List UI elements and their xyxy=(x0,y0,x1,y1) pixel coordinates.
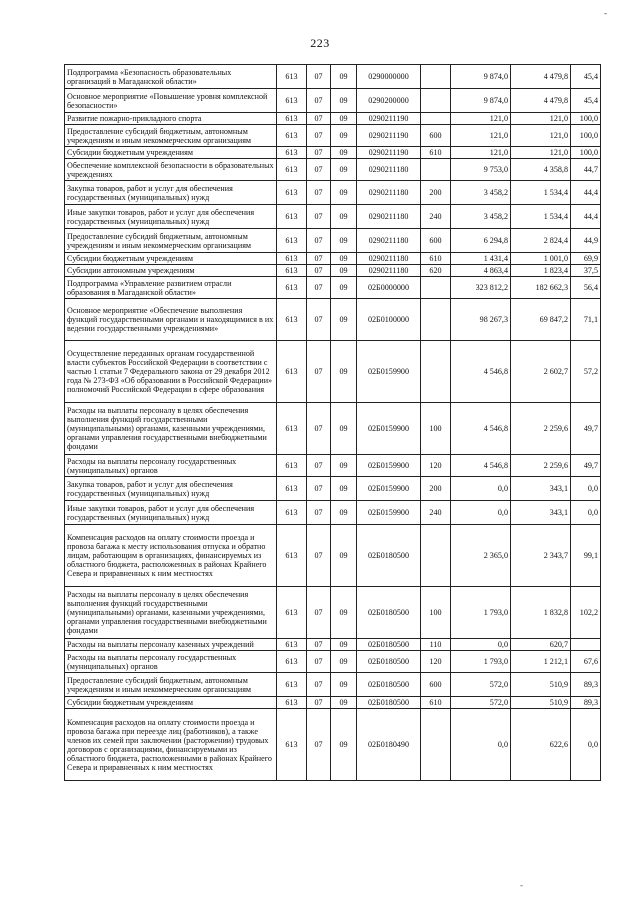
grbs-code-cell: 613 xyxy=(277,159,307,181)
subsection-code-cell: 09 xyxy=(331,299,357,341)
row-name-cell: Расходы на выплаты персоналу государственных (муниципальных) органов xyxy=(65,455,277,477)
planned-amount-cell: 2 365,0 xyxy=(451,525,511,587)
actual-amount-cell: 4 479,8 xyxy=(511,65,571,89)
table-row xyxy=(65,229,601,253)
actual-amount-cell: 1 534,4 xyxy=(511,181,571,205)
target-article-code-cell: 0290211180 xyxy=(357,265,421,277)
grbs-code-cell: 613 xyxy=(277,265,307,277)
grbs-code-cell: 613 xyxy=(277,455,307,477)
section-code-cell: 07 xyxy=(307,65,331,89)
grbs-code-cell: 613 xyxy=(277,65,307,89)
grbs-code-cell: 613 xyxy=(277,277,307,299)
section-code-cell: 07 xyxy=(307,147,331,159)
expense-type-code-cell xyxy=(421,277,451,299)
actual-amount-cell: 1 534,4 xyxy=(511,205,571,229)
target-article-code-cell: 02Б0159900 xyxy=(357,341,421,403)
grbs-code-cell: 613 xyxy=(277,709,307,781)
subsection-code-cell: 09 xyxy=(331,229,357,253)
subsection-code-cell: 09 xyxy=(331,587,357,639)
planned-amount-cell: 0,0 xyxy=(451,639,511,651)
expense-type-code-cell: 120 xyxy=(421,651,451,673)
table-row xyxy=(65,587,601,639)
section-code-cell: 07 xyxy=(307,697,331,709)
expense-type-code-cell xyxy=(421,65,451,89)
grbs-code-cell: 613 xyxy=(277,587,307,639)
grbs-code-cell: 613 xyxy=(277,477,307,501)
section-code-cell: 07 xyxy=(307,455,331,477)
expense-type-code-cell xyxy=(421,89,451,113)
section-code-cell: 07 xyxy=(307,205,331,229)
actual-amount-cell: 121,0 xyxy=(511,113,571,125)
corner-mark: - xyxy=(604,8,607,18)
execution-percent-cell: 44,4 xyxy=(571,205,601,229)
expense-type-code-cell: 620 xyxy=(421,265,451,277)
planned-amount-cell: 121,0 xyxy=(451,113,511,125)
row-name-cell: Подпрограмма «Безопасность образовательных организаций в Магаданской области» xyxy=(65,65,277,89)
planned-amount-cell: 6 294,8 xyxy=(451,229,511,253)
actual-amount-cell: 4 479,8 xyxy=(511,89,571,113)
grbs-code-cell: 613 xyxy=(277,639,307,651)
execution-percent-cell: 45,4 xyxy=(571,89,601,113)
planned-amount-cell: 9 874,0 xyxy=(451,65,511,89)
target-article-code-cell: 0290211190 xyxy=(357,147,421,159)
execution-percent-cell: 37,5 xyxy=(571,265,601,277)
grbs-code-cell: 613 xyxy=(277,125,307,147)
grbs-code-cell: 613 xyxy=(277,113,307,125)
table-row xyxy=(65,125,601,147)
planned-amount-cell: 4 546,8 xyxy=(451,403,511,455)
row-name-cell: Субсидии бюджетным учреждениям xyxy=(65,253,277,265)
planned-amount-cell: 572,0 xyxy=(451,697,511,709)
target-article-code-cell: 0290211180 xyxy=(357,159,421,181)
actual-amount-cell: 2 343,7 xyxy=(511,525,571,587)
grbs-code-cell: 613 xyxy=(277,341,307,403)
section-code-cell: 07 xyxy=(307,277,331,299)
execution-percent-cell: 100,0 xyxy=(571,125,601,147)
execution-percent-cell: 49,7 xyxy=(571,455,601,477)
table-row xyxy=(65,697,601,709)
table-row xyxy=(65,455,601,477)
execution-percent-cell: 100,0 xyxy=(571,113,601,125)
subsection-code-cell: 09 xyxy=(331,525,357,587)
target-article-code-cell: 02Б0159900 xyxy=(357,403,421,455)
row-name-cell: Субсидии бюджетным учреждениям xyxy=(65,697,277,709)
target-article-code-cell: 02Б0159900 xyxy=(357,501,421,525)
actual-amount-cell: 121,0 xyxy=(511,125,571,147)
planned-amount-cell: 121,0 xyxy=(451,147,511,159)
subsection-code-cell: 09 xyxy=(331,673,357,697)
target-article-code-cell: 0290211180 xyxy=(357,181,421,205)
table-row xyxy=(65,205,601,229)
actual-amount-cell: 510,9 xyxy=(511,697,571,709)
planned-amount-cell: 4 863,4 xyxy=(451,265,511,277)
row-name-cell: Предоставление субсидий бюджетным, автономным учреждениям и иным некоммерческим организациям xyxy=(65,125,277,147)
section-code-cell: 07 xyxy=(307,113,331,125)
row-name-cell: Расходы на выплаты персоналу государственных (муниципальных) органов xyxy=(65,651,277,673)
target-article-code-cell: 0290211190 xyxy=(357,113,421,125)
table-row xyxy=(65,673,601,697)
planned-amount-cell: 0,0 xyxy=(451,709,511,781)
row-name-cell: Расходы на выплаты персоналу в целях обеспечения выполнения функций государственными (муниципальными) органами, казенными учреждениями, органами управления государственными внебюджетными фондами xyxy=(65,587,277,639)
execution-percent-cell: 99,1 xyxy=(571,525,601,587)
section-code-cell: 07 xyxy=(307,673,331,697)
table-row xyxy=(65,639,601,651)
execution-percent-cell: 100,0 xyxy=(571,147,601,159)
actual-amount-cell: 510,9 xyxy=(511,673,571,697)
actual-amount-cell: 343,1 xyxy=(511,477,571,501)
grbs-code-cell: 613 xyxy=(277,697,307,709)
subsection-code-cell: 09 xyxy=(331,403,357,455)
row-name-cell: Иные закупки товаров, работ и услуг для обеспечения государственных (муниципальных) нужд xyxy=(65,501,277,525)
actual-amount-cell: 2 824,4 xyxy=(511,229,571,253)
section-code-cell: 07 xyxy=(307,639,331,651)
section-code-cell: 07 xyxy=(307,299,331,341)
subsection-code-cell: 09 xyxy=(331,697,357,709)
table-row xyxy=(65,341,601,403)
target-article-code-cell: 02Б0180500 xyxy=(357,697,421,709)
table-row xyxy=(65,403,601,455)
row-name-cell: Иные закупки товаров, работ и услуг для обеспечения государственных (муниципальных) нужд xyxy=(65,205,277,229)
actual-amount-cell: 2 259,6 xyxy=(511,455,571,477)
subsection-code-cell: 09 xyxy=(331,651,357,673)
target-article-code-cell: 0290211180 xyxy=(357,205,421,229)
subsection-code-cell: 09 xyxy=(331,455,357,477)
expense-type-code-cell: 610 xyxy=(421,697,451,709)
target-article-code-cell: 0290200000 xyxy=(357,89,421,113)
row-name-cell: Закупка товаров, работ и услуг для обеспечения государственных (муниципальных) нужд xyxy=(65,181,277,205)
planned-amount-cell: 1 431,4 xyxy=(451,253,511,265)
section-code-cell: 07 xyxy=(307,125,331,147)
table-row xyxy=(65,89,601,113)
subsection-code-cell: 09 xyxy=(331,253,357,265)
execution-percent-cell: 44,4 xyxy=(571,181,601,205)
planned-amount-cell: 9 753,0 xyxy=(451,159,511,181)
execution-percent-cell: 0,0 xyxy=(571,501,601,525)
expense-type-code-cell xyxy=(421,299,451,341)
grbs-code-cell: 613 xyxy=(277,181,307,205)
target-article-code-cell: 02Б0180490 xyxy=(357,709,421,781)
grbs-code-cell: 613 xyxy=(277,673,307,697)
row-name-cell: Предоставление субсидий бюджетным, автономным учреждениям и иным некоммерческим организациям xyxy=(65,673,277,697)
planned-amount-cell: 1 793,0 xyxy=(451,651,511,673)
section-code-cell: 07 xyxy=(307,89,331,113)
section-code-cell: 07 xyxy=(307,253,331,265)
actual-amount-cell: 4 358,8 xyxy=(511,159,571,181)
grbs-code-cell: 613 xyxy=(277,147,307,159)
row-name-cell: Субсидии автономным учреждениям xyxy=(65,265,277,277)
expense-type-code-cell: 600 xyxy=(421,125,451,147)
actual-amount-cell: 620,7 xyxy=(511,639,571,651)
row-name-cell: Осуществление переданных органам государственной власти субъектов Российской Федерации в соответствии с частью 1 статьи 7 Федерального закона от 29 декабря 2012 года № 273-ФЗ «Об образовании в Российской Федерации» полномочий Российской Федерации в сфере образования xyxy=(65,341,277,403)
section-code-cell: 07 xyxy=(307,709,331,781)
execution-percent-cell: 102,2 xyxy=(571,587,601,639)
row-name-cell: Компенсация расходов на оплату стоимости проезда и провоза багажа к месту использования отпуска и обратно лицам, работающим в организациях, финансируемых из областного бюджета, расположенных в районах Крайнего Севера и приравненных к ним местностях xyxy=(65,525,277,587)
table-row xyxy=(65,501,601,525)
planned-amount-cell: 3 458,2 xyxy=(451,181,511,205)
actual-amount-cell: 121,0 xyxy=(511,147,571,159)
table-row xyxy=(65,277,601,299)
subsection-code-cell: 09 xyxy=(331,709,357,781)
actual-amount-cell: 1 823,4 xyxy=(511,265,571,277)
section-code-cell: 07 xyxy=(307,477,331,501)
row-name-cell: Субсидии бюджетным учреждениям xyxy=(65,147,277,159)
subsection-code-cell: 09 xyxy=(331,501,357,525)
execution-percent-cell: 89,3 xyxy=(571,673,601,697)
table-row xyxy=(65,299,601,341)
row-name-cell: Развитие пожарно-прикладного спорта xyxy=(65,113,277,125)
actual-amount-cell: 69 847,2 xyxy=(511,299,571,341)
grbs-code-cell: 613 xyxy=(277,525,307,587)
target-article-code-cell: 0290211180 xyxy=(357,229,421,253)
expense-type-code-cell xyxy=(421,525,451,587)
table-row xyxy=(65,159,601,181)
target-article-code-cell: 0290211190 xyxy=(357,125,421,147)
subsection-code-cell: 09 xyxy=(331,125,357,147)
execution-percent-cell: 57,2 xyxy=(571,341,601,403)
target-article-code-cell: 02Б0180500 xyxy=(357,587,421,639)
grbs-code-cell: 613 xyxy=(277,89,307,113)
section-code-cell: 07 xyxy=(307,265,331,277)
subsection-code-cell: 09 xyxy=(331,341,357,403)
expense-type-code-cell: 240 xyxy=(421,501,451,525)
expense-type-code-cell xyxy=(421,709,451,781)
expense-type-code-cell: 600 xyxy=(421,673,451,697)
grbs-code-cell: 613 xyxy=(277,253,307,265)
grbs-code-cell: 613 xyxy=(277,205,307,229)
subsection-code-cell: 09 xyxy=(331,147,357,159)
target-article-code-cell: 02Б0159900 xyxy=(357,477,421,501)
expense-type-code-cell: 100 xyxy=(421,403,451,455)
section-code-cell: 07 xyxy=(307,525,331,587)
budget-table xyxy=(64,64,601,781)
execution-percent-cell: 44,7 xyxy=(571,159,601,181)
subsection-code-cell: 09 xyxy=(331,205,357,229)
table-row xyxy=(65,253,601,265)
actual-amount-cell: 622,6 xyxy=(511,709,571,781)
expense-type-code-cell: 200 xyxy=(421,477,451,501)
subsection-code-cell: 09 xyxy=(331,159,357,181)
row-name-cell: Основное мероприятие «Обеспечение выполнения функций государственными органами и находящимися в их ведении государственными учреждениями» xyxy=(65,299,277,341)
execution-percent-cell: 0,0 xyxy=(571,709,601,781)
execution-percent-cell: 49,7 xyxy=(571,403,601,455)
execution-percent-cell: 69,9 xyxy=(571,253,601,265)
grbs-code-cell: 613 xyxy=(277,229,307,253)
table-row xyxy=(65,525,601,587)
subsection-code-cell: 09 xyxy=(331,277,357,299)
expense-type-code-cell: 610 xyxy=(421,147,451,159)
execution-percent-cell: 56,4 xyxy=(571,277,601,299)
planned-amount-cell: 3 458,2 xyxy=(451,205,511,229)
table-row xyxy=(65,147,601,159)
grbs-code-cell: 613 xyxy=(277,299,307,341)
actual-amount-cell: 2 602,7 xyxy=(511,341,571,403)
expense-type-code-cell: 240 xyxy=(421,205,451,229)
section-code-cell: 07 xyxy=(307,229,331,253)
subsection-code-cell: 09 xyxy=(331,113,357,125)
execution-percent-cell: 71,1 xyxy=(571,299,601,341)
table-row xyxy=(65,65,601,89)
planned-amount-cell: 0,0 xyxy=(451,477,511,501)
execution-percent-cell: 67,6 xyxy=(571,651,601,673)
table-row xyxy=(65,477,601,501)
planned-amount-cell: 121,0 xyxy=(451,125,511,147)
section-code-cell: 07 xyxy=(307,501,331,525)
subsection-code-cell: 09 xyxy=(331,89,357,113)
subsection-code-cell: 09 xyxy=(331,65,357,89)
grbs-code-cell: 613 xyxy=(277,651,307,673)
expense-type-code-cell: 120 xyxy=(421,455,451,477)
row-name-cell: Предоставление субсидий бюджетным, автономным учреждениям и иным некоммерческим организациям xyxy=(65,229,277,253)
execution-percent-cell: 0,0 xyxy=(571,477,601,501)
section-code-cell: 07 xyxy=(307,341,331,403)
expense-type-code-cell: 110 xyxy=(421,639,451,651)
expense-type-code-cell: 200 xyxy=(421,181,451,205)
planned-amount-cell: 1 793,0 xyxy=(451,587,511,639)
section-code-cell: 07 xyxy=(307,651,331,673)
actual-amount-cell: 1 832,8 xyxy=(511,587,571,639)
grbs-code-cell: 613 xyxy=(277,501,307,525)
target-article-code-cell: 02Б0000000 xyxy=(357,277,421,299)
subsection-code-cell: 09 xyxy=(331,181,357,205)
actual-amount-cell: 2 259,6 xyxy=(511,403,571,455)
actual-amount-cell: 1 212,1 xyxy=(511,651,571,673)
row-name-cell: Закупка товаров, работ и услуг для обеспечения государственных (муниципальных) нужд xyxy=(65,477,277,501)
planned-amount-cell: 572,0 xyxy=(451,673,511,697)
planned-amount-cell: 0,0 xyxy=(451,501,511,525)
actual-amount-cell: 182 662,3 xyxy=(511,277,571,299)
table-body xyxy=(65,65,601,781)
row-name-cell: Расходы на выплаты персоналу в целях обеспечения выполнения функций государственными (муниципальными) органами, казенными учреждениями, органами управления государственными внебюджетными фондами xyxy=(65,403,277,455)
section-code-cell: 07 xyxy=(307,181,331,205)
target-article-code-cell: 0290000000 xyxy=(357,65,421,89)
row-name-cell: Подпрограмма «Управление развитием отрасли образования в Магаданской области» xyxy=(65,277,277,299)
actual-amount-cell: 1 001,0 xyxy=(511,253,571,265)
planned-amount-cell: 98 267,3 xyxy=(451,299,511,341)
section-code-cell: 07 xyxy=(307,403,331,455)
expense-type-code-cell xyxy=(421,113,451,125)
target-article-code-cell: 02Б0100000 xyxy=(357,299,421,341)
section-code-cell: 07 xyxy=(307,159,331,181)
target-article-code-cell: 02Б0180500 xyxy=(357,651,421,673)
expense-type-code-cell: 100 xyxy=(421,587,451,639)
row-name-cell: Основное мероприятие «Повышение уровня комплексной безопасности» xyxy=(65,89,277,113)
execution-percent-cell xyxy=(571,639,601,651)
execution-percent-cell: 45,4 xyxy=(571,65,601,89)
target-article-code-cell: 02Б0159900 xyxy=(357,455,421,477)
table-row xyxy=(65,265,601,277)
planned-amount-cell: 9 874,0 xyxy=(451,89,511,113)
table-row xyxy=(65,709,601,781)
target-article-code-cell: 02Б0180500 xyxy=(357,673,421,697)
actual-amount-cell: 343,1 xyxy=(511,501,571,525)
section-code-cell: 07 xyxy=(307,587,331,639)
row-name-cell: Расходы на выплаты персоналу казенных учреждений xyxy=(65,639,277,651)
execution-percent-cell: 89,3 xyxy=(571,697,601,709)
row-name-cell: Компенсация расходов на оплату стоимости проезда и провоза багажа при переезде лиц (работников), а также членов их семей при заключении (расторжении) трудовых договоров с организациями, финансируемыми из областного бюджета, расположенными в районах Крайнего Севера и приравненных к ним местностях xyxy=(65,709,277,781)
grbs-code-cell: 613 xyxy=(277,403,307,455)
expense-type-code-cell xyxy=(421,159,451,181)
expense-type-code-cell: 610 xyxy=(421,253,451,265)
target-article-code-cell: 0290211180 xyxy=(357,253,421,265)
subsection-code-cell: 09 xyxy=(331,265,357,277)
expense-type-code-cell: 600 xyxy=(421,229,451,253)
footer-mark: - xyxy=(520,880,523,890)
subsection-code-cell: 09 xyxy=(331,477,357,501)
target-article-code-cell: 02Б0180500 xyxy=(357,639,421,651)
row-name-cell: Обеспечение комплексной безопасности в образовательных учреждениях xyxy=(65,159,277,181)
execution-percent-cell: 44,9 xyxy=(571,229,601,253)
table-row xyxy=(65,181,601,205)
subsection-code-cell: 09 xyxy=(331,639,357,651)
planned-amount-cell: 4 546,8 xyxy=(451,341,511,403)
table-row xyxy=(65,651,601,673)
target-article-code-cell: 02Б0180500 xyxy=(357,525,421,587)
page-number: 223 xyxy=(310,36,330,50)
planned-amount-cell: 323 812,2 xyxy=(451,277,511,299)
expense-type-code-cell xyxy=(421,341,451,403)
planned-amount-cell: 4 546,8 xyxy=(451,455,511,477)
table-row xyxy=(65,113,601,125)
